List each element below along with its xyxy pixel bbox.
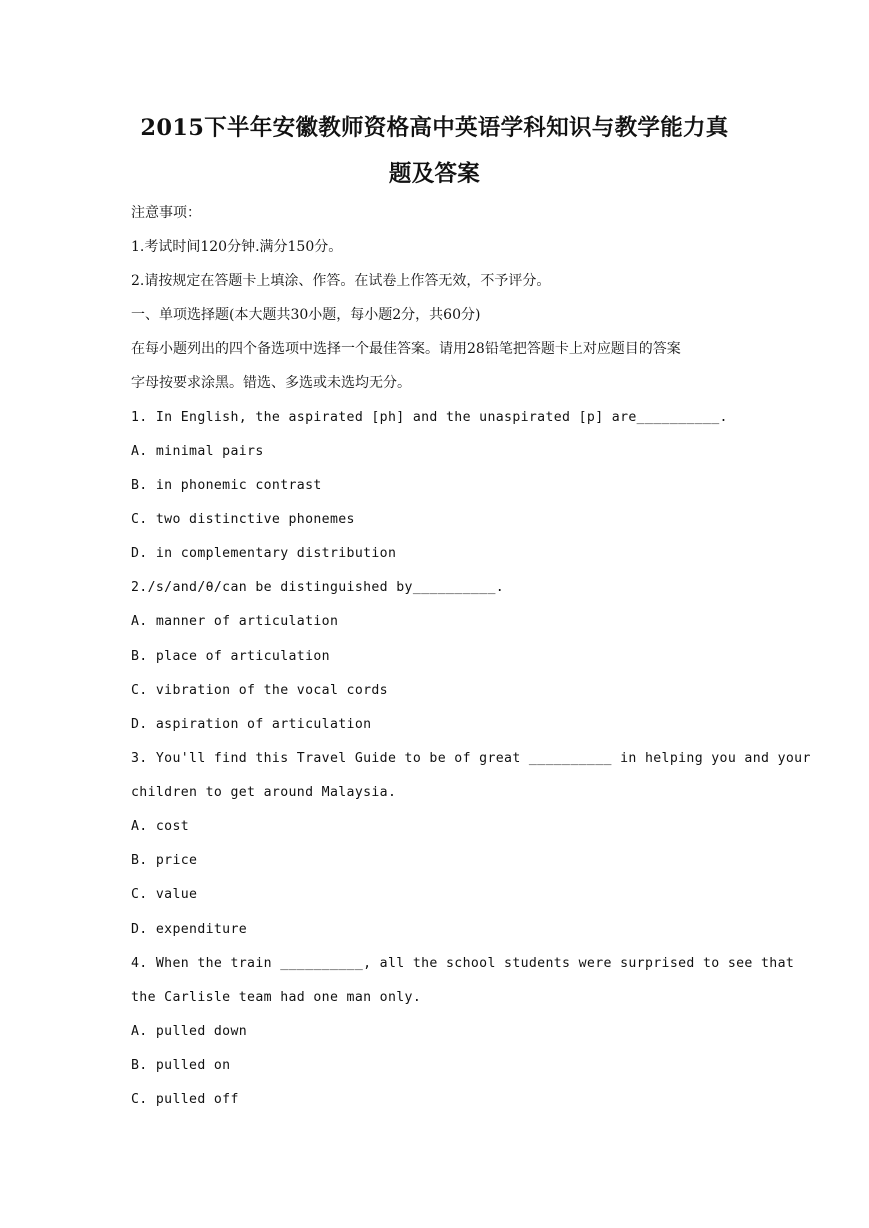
question-4-stem-line-1: 4. When the train __________, all the school students were surprised to see that <box>131 956 795 971</box>
question-4-stem-line-2: the Carlisle team had one man only. <box>131 990 422 1005</box>
question-2-stem: 2./s/and/θ/can be distinguished by__________. <box>131 580 505 595</box>
question-4-option-b: B. pulled on <box>131 1058 231 1073</box>
question-3-stem-line-1: 3. You'll find this Travel Guide to be of great __________ in helping you and your <box>131 751 811 766</box>
question-4-option-a: A. pulled down <box>131 1024 248 1039</box>
document-title-line-2: 题及答案 <box>388 161 481 187</box>
notice-item-2: 2.请按规定在答题卡上填涂、作答。在试卷上作答无效，不予评分。 <box>131 273 551 289</box>
question-3-option-c: C. value <box>131 887 198 902</box>
section-instruction-line-2: 字母按要求涂黑。错选、多选或未选均无分。 <box>131 375 411 391</box>
question-3-option-a: A. cost <box>131 819 190 834</box>
question-1-option-a: A. minimal pairs <box>131 444 264 459</box>
question-2-option-d: D. aspiration of articulation <box>131 717 372 732</box>
question-1-option-c: C. two distinctive phonemes <box>131 512 355 527</box>
notice-item-1: 1.考试时间120分钟.满分150分。 <box>131 239 343 255</box>
question-1-stem: 1. In English, the aspirated [ph] and the unaspirated [p] are__________. <box>131 410 728 425</box>
question-1-option-b: B. in phonemic contrast <box>131 478 322 493</box>
question-2-option-b: B. place of articulation <box>131 649 330 664</box>
section-instruction-line-1: 在每小题列出的四个备选项中选择一个最佳答案。请用28铅笔把答题卡上对应题目的答案 <box>131 341 681 357</box>
question-2-option-c: C. vibration of the vocal cords <box>131 683 388 698</box>
document-title-line-1: 2015下半年安徽教师资格高中英语学科知识与教学能力真 <box>140 115 729 141</box>
section-heading: 一、单项选择题(本大题共30小题，每小题2分，共60分) <box>131 307 481 323</box>
question-2-option-a: A. manner of articulation <box>131 614 339 629</box>
question-3-option-b: B. price <box>131 853 198 868</box>
question-4-option-c: C. pulled off <box>131 1092 239 1107</box>
question-3-option-d: D. expenditure <box>131 922 248 937</box>
question-1-option-d: D. in complementary distribution <box>131 546 397 561</box>
question-3-stem-line-2: children to get around Malaysia. <box>131 785 397 800</box>
notice-heading: 注意事项： <box>131 205 201 221</box>
